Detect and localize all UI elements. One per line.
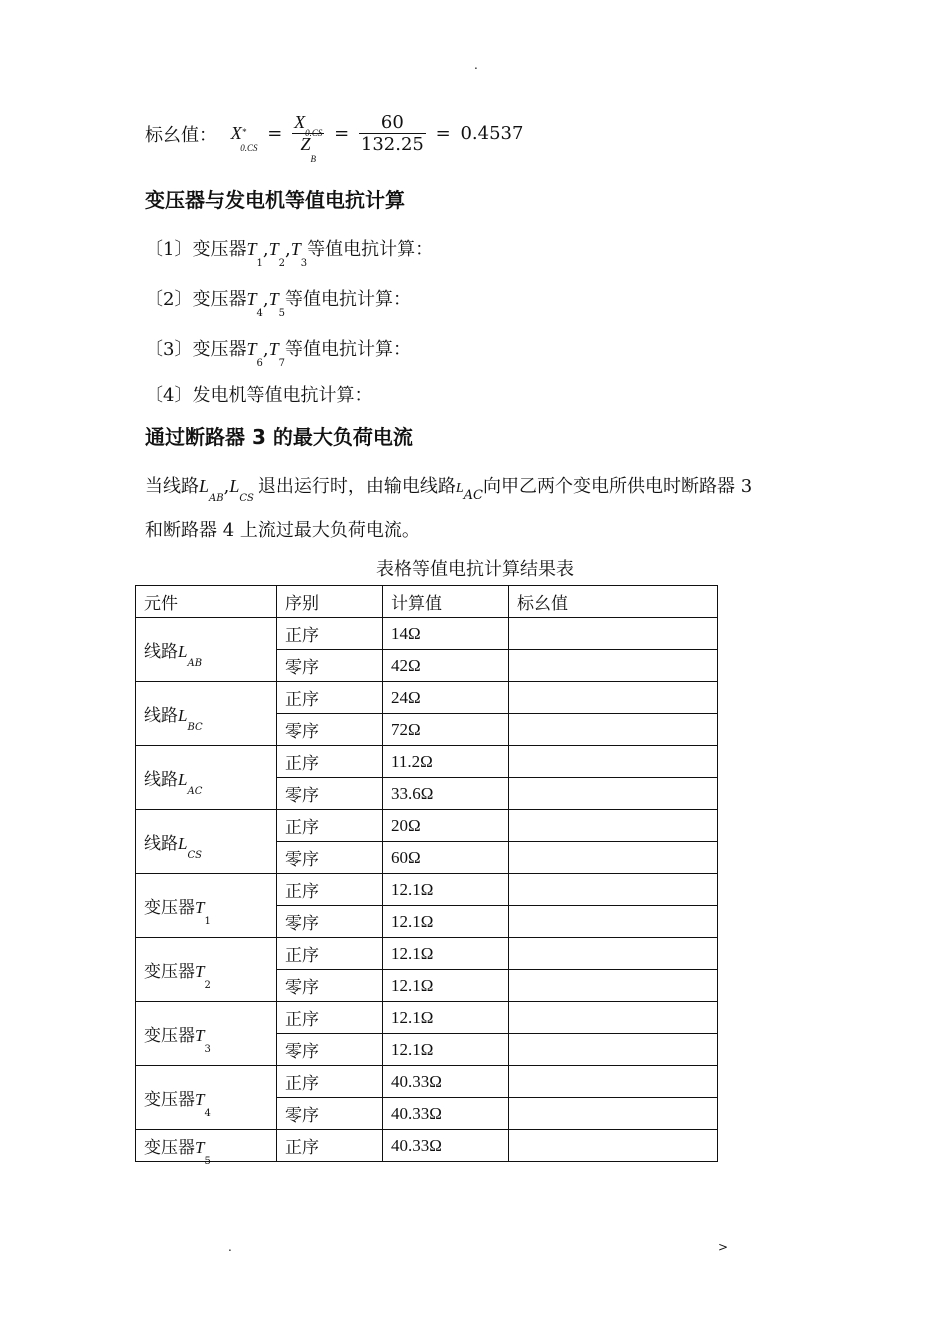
item-3 <box>145 335 411 369</box>
table-row <box>136 682 718 714</box>
calculated-cell: 12.1Ω <box>383 1034 509 1066</box>
t-symbol: T <box>290 239 301 259</box>
page-top-dot: . <box>474 58 478 72</box>
per-unit-formula <box>145 112 523 172</box>
component-cell <box>136 746 277 810</box>
table-row <box>136 1002 718 1034</box>
component-prefix: 变压器 <box>144 1026 195 1046</box>
section-heading-transformer-generator: 变压器与发电机等值电抗计算 <box>145 188 405 212</box>
per-unit-cell <box>509 810 718 842</box>
sequence-cell: 正序 <box>277 618 383 650</box>
component-symbol: T <box>195 1026 205 1045</box>
formula-lhs-sup: * <box>241 127 247 137</box>
sequence-cell: 零序 <box>277 842 383 874</box>
header-per-unit: 标幺值 <box>509 586 718 618</box>
per-unit-cell <box>509 906 718 938</box>
sequence-cell: 零序 <box>277 650 383 682</box>
t-sub-1: 1 <box>256 258 263 269</box>
sequence-cell: 零序 <box>277 1034 383 1066</box>
sequence-cell: 零序 <box>277 714 383 746</box>
calculated-cell: 40.33Ω <box>383 1098 509 1130</box>
l-sub-ac: AC <box>463 488 483 503</box>
component-sub: CS <box>187 850 202 861</box>
calculated-cell: 40.33Ω <box>383 1066 509 1098</box>
component-cell <box>136 1066 277 1130</box>
table-row <box>136 874 718 906</box>
frac1-numerator: X <box>294 112 306 132</box>
reactance-results-table <box>135 585 718 1167</box>
per-unit-cell <box>509 618 718 650</box>
table-header-row <box>136 586 718 618</box>
table-row <box>136 1130 718 1162</box>
component-sub: AB <box>187 658 203 669</box>
sequence-cell: 正序 <box>277 746 383 778</box>
l-symbol: L <box>229 476 240 496</box>
footer-right-mark: > <box>718 1240 729 1254</box>
component-sub: 4 <box>204 1108 211 1119</box>
table-row <box>136 746 718 778</box>
per-unit-cell <box>509 778 718 810</box>
formula-lhs-symbol: X <box>230 123 242 143</box>
calculated-cell: 11.2Ω <box>383 746 509 778</box>
table-row <box>136 938 718 970</box>
table-row <box>136 1066 718 1098</box>
formula-eq2: = <box>334 123 350 144</box>
formula-fraction-1 <box>292 112 324 164</box>
sequence-cell: 正序 <box>277 810 383 842</box>
component-prefix: 变压器 <box>144 898 195 918</box>
item-4: 〔4〕发电机等值电抗计算： <box>145 385 373 406</box>
per-unit-cell <box>509 1002 718 1034</box>
component-sub: 2 <box>204 980 211 991</box>
sequence-cell: 正序 <box>277 1130 383 1162</box>
para-text-b: 退出运行时，由输电线路 <box>257 476 456 497</box>
item-3-prefix: 〔3〕变压器 <box>145 339 247 360</box>
footer-left-dot: . <box>228 1240 232 1254</box>
comma: , <box>262 239 269 260</box>
component-sub: 3 <box>204 1044 211 1055</box>
t-symbol: T <box>268 289 279 309</box>
t-sub-3: 3 <box>300 258 308 269</box>
sequence-cell: 零序 <box>277 1098 383 1130</box>
per-unit-cell <box>509 1066 718 1098</box>
sequence-cell: 正序 <box>277 874 383 906</box>
component-sub: AC <box>187 786 203 797</box>
t-sub-6: 6 <box>256 358 263 369</box>
component-symbol: T <box>195 1138 205 1157</box>
per-unit-cell <box>509 874 718 906</box>
t-sub-4: 4 <box>256 308 263 319</box>
calculated-cell: 60Ω <box>383 842 509 874</box>
l-sub-cs: CS <box>239 493 254 504</box>
item-2-suffix: 等值电抗计算： <box>284 289 411 310</box>
para-text-c: 向甲乙两个变电所供电时断路器 3 <box>483 476 753 497</box>
per-unit-cell <box>509 1130 718 1162</box>
calculated-cell: 14Ω <box>383 618 509 650</box>
component-cell <box>136 874 277 938</box>
per-unit-cell <box>509 1034 718 1066</box>
section-heading-max-load-current: 通过断路器 3 的最大负荷电流 <box>145 425 413 449</box>
sequence-cell: 正序 <box>277 1066 383 1098</box>
component-prefix: 变压器 <box>144 1090 195 1110</box>
table-row <box>136 810 718 842</box>
t-symbol: T <box>268 239 279 259</box>
table-row <box>136 618 718 650</box>
formula-result: 0.4537 <box>460 123 524 144</box>
comma: , <box>284 239 291 260</box>
calculated-cell: 12.1Ω <box>383 938 509 970</box>
sequence-cell: 零序 <box>277 778 383 810</box>
sequence-cell: 正序 <box>277 682 383 714</box>
per-unit-cell <box>509 682 718 714</box>
frac2-denominator: 132.25 <box>360 134 424 155</box>
sequence-cell: 零序 <box>277 970 383 1002</box>
frac1-denominator: Z <box>300 134 311 154</box>
item-1-prefix: 〔1〕变压器 <box>145 239 247 260</box>
per-unit-cell <box>509 650 718 682</box>
t-symbol: T <box>268 339 279 359</box>
paragraph-line-1 <box>145 472 753 504</box>
formula-lhs <box>230 123 258 153</box>
frac1-numerator-sub: 0.CS <box>305 128 323 138</box>
component-symbol: L <box>178 834 188 853</box>
l-sub-ab: AB <box>209 493 224 504</box>
calculated-cell: 12.1Ω <box>383 1002 509 1034</box>
formula-eq3: = <box>435 123 451 144</box>
per-unit-cell <box>509 970 718 1002</box>
sequence-cell: 正序 <box>277 1002 383 1034</box>
per-unit-cell <box>509 746 718 778</box>
table-caption: 表格等值电抗计算结果表 <box>376 559 574 580</box>
component-prefix: 变压器 <box>144 1138 195 1158</box>
item-2-prefix: 〔2〕变压器 <box>145 289 247 310</box>
component-symbol: T <box>195 962 205 981</box>
t-symbol: T <box>246 339 257 359</box>
item-1-suffix: 等值电抗计算： <box>307 239 434 260</box>
item-1 <box>145 235 434 269</box>
calculated-cell: 40.33Ω <box>383 1130 509 1162</box>
component-symbol: L <box>178 706 188 725</box>
per-unit-cell <box>509 842 718 874</box>
calculated-cell: 24Ω <box>383 682 509 714</box>
calculated-cell: 12.1Ω <box>383 874 509 906</box>
component-cell <box>136 682 277 746</box>
formula-fraction-2 <box>359 112 426 155</box>
component-sub: 5 <box>204 1156 211 1167</box>
frac1-denominator-sub: B <box>310 154 316 164</box>
t-sub-2: 2 <box>278 258 285 269</box>
component-cell <box>136 1130 277 1167</box>
formula-eq1: = <box>267 123 283 144</box>
per-unit-cell <box>509 714 718 746</box>
sequence-cell: 零序 <box>277 906 383 938</box>
component-symbol: L <box>178 770 188 789</box>
t-sub-5: 5 <box>278 308 285 319</box>
component-cell <box>136 618 277 682</box>
formula-label: 标幺值： <box>145 124 217 146</box>
per-unit-cell <box>509 938 718 970</box>
item-2 <box>145 285 411 319</box>
component-prefix: 线路 <box>144 770 178 790</box>
l-symbol: L <box>199 476 210 496</box>
sequence-cell: 正序 <box>277 938 383 970</box>
calculated-cell: 20Ω <box>383 810 509 842</box>
component-sub: BC <box>187 722 203 733</box>
comma: , <box>262 289 269 310</box>
header-sequence: 序别 <box>277 586 383 618</box>
para-text-a: 当线路 <box>145 476 199 497</box>
component-sub: 1 <box>204 916 211 927</box>
component-prefix: 线路 <box>144 642 178 662</box>
component-symbol: T <box>195 1090 205 1109</box>
component-cell <box>136 810 277 874</box>
t-symbol: T <box>246 239 257 259</box>
comma: , <box>223 476 230 497</box>
paragraph-line-2: 和断路器 4 上流过最大负荷电流。 <box>145 520 420 541</box>
calculated-cell: 33.6Ω <box>383 778 509 810</box>
calculated-cell: 42Ω <box>383 650 509 682</box>
component-symbol: T <box>195 898 205 917</box>
header-component: 元件 <box>136 586 277 618</box>
header-calculated: 计算值 <box>383 586 509 618</box>
per-unit-cell <box>509 1098 718 1130</box>
calculated-cell: 12.1Ω <box>383 906 509 938</box>
calculated-cell: 72Ω <box>383 714 509 746</box>
component-prefix: 线路 <box>144 834 178 854</box>
component-symbol: L <box>178 642 188 661</box>
component-prefix: 线路 <box>144 706 178 726</box>
item-3-suffix: 等值电抗计算： <box>284 339 411 360</box>
component-cell <box>136 938 277 1002</box>
t-symbol: T <box>246 289 257 309</box>
comma: , <box>262 339 269 360</box>
l-symbol: L <box>455 481 464 496</box>
calculated-cell: 12.1Ω <box>383 970 509 1002</box>
component-cell <box>136 1002 277 1066</box>
t-sub-7: 7 <box>278 358 285 369</box>
formula-lhs-sub: 0.CS <box>240 143 258 153</box>
component-prefix: 变压器 <box>144 962 195 982</box>
frac2-numerator: 60 <box>380 112 404 133</box>
